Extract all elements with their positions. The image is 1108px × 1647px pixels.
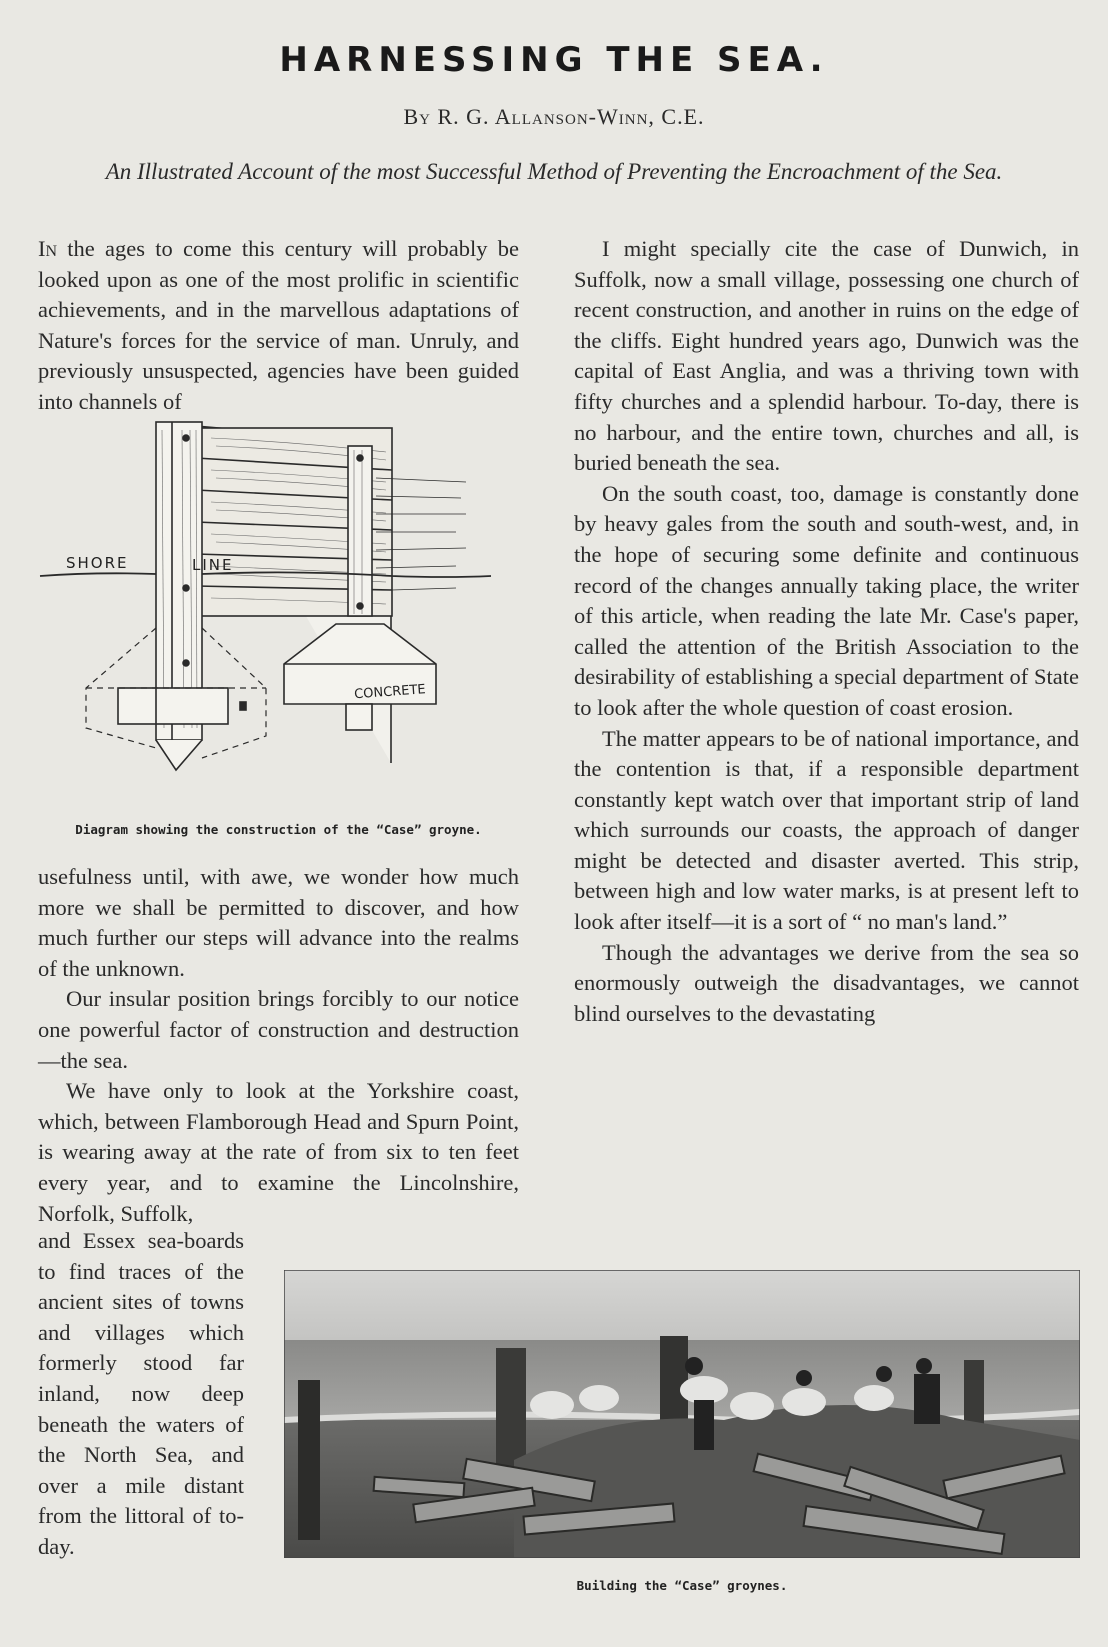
- right-paragraph-1: I might specially cite the case of Dunwich, in Suffolk, now a small village, possessing one church of recent construction, and another in ruins on the edge of the cliffs. Eight hundred years ago, Dunwich was the capital of East Anglia, and was a thriving town with fifty churches and a splendid harbour. To-day, there is no harbour, and the entire town, churches and all, is buried beneath the sea.: [574, 236, 1079, 476]
- left-column-top: [38, 234, 519, 418]
- left-paragraph-1-continued: usefulness until, with awe, we wonder how much more we shall be permitted to discover, and how much further our steps will advance into the realms of the unknown.: [38, 864, 519, 981]
- diagram-label-shore: SHORE: [66, 554, 129, 572]
- left-column-narrow: [38, 1226, 244, 1563]
- right-paragraph-2: On the south coast, too, damage is constantly done by heavy gales from the south and south-west, and, in the hope of securing some definite and continuous record of the changes annually taking place, the writer of this article, when reading the late Mr. Case's paper, called the attention of the British Association to the desirability of establishing a special department of State to look after the whole question of coast erosion.: [574, 480, 1079, 720]
- photo-caption: Building the “Case” groynes.: [576, 1578, 788, 1593]
- diagram-label-concrete: CONCRETE: [353, 682, 427, 703]
- right-column: [574, 234, 1079, 1029]
- groyne-diagram: [36, 418, 518, 776]
- diagram-label-line: LINE: [192, 556, 234, 574]
- article-subtitle: An Illustrated Account of the most Successful Method of Preventing the Encroachment of the Sea.: [105, 159, 1003, 184]
- left-paragraph-1-text: the ages to come this century will probably be looked upon as one of the most prolific in scientific achievements, and in the marvellous adaptations of Nature's forces for the service of man. Unruly, and previously unsuspected, agencies have been guided into channels of: [38, 236, 519, 414]
- diagram-caption: Diagram showing the construction of the “Case” groyne.: [75, 822, 482, 837]
- right-paragraph-3: The matter appears to be of national importance, and the contention is that, if a responsible department constantly kept watch over that important strip of land which surrounds our coasts, the approach of danger might be detected and disaster averted. This strip, between high and low water marks, is at present left to look after itself—it is a sort of “ no man's land.”: [574, 725, 1079, 935]
- left-paragraph-1: [38, 234, 519, 418]
- article-byline: By R. G. Allanson-Winn, C.E.: [403, 104, 705, 129]
- left-paragraph-3-narrow: and Essex sea-boards to find traces of the ancient sites of towns and villages which formerly stood far inland, now deep beneath the waters of the North Sea, and over a mile distant from the littoral of to-day.: [38, 1228, 244, 1559]
- drop-word: In: [38, 236, 58, 261]
- groynes-photograph: [284, 1270, 1080, 1558]
- left-paragraph-3: We have only to look at the Yorkshire coast, which, between Flamborough Head and Spurn Point, is wearing away at the rate of from six to ten feet every year, and to examine the Lincolnshire, Norfolk, Suffolk,: [38, 1078, 519, 1226]
- article-title: HARNESSING THE SEA.: [279, 40, 829, 80]
- right-paragraph-4: Though the advantages we derive from the sea so enormously outweigh the disadvantages, we cannot blind ourselves to the devastating: [574, 939, 1079, 1026]
- left-paragraph-2: Our insular position brings forcibly to our notice one powerful factor of construction and destruction—the sea.: [38, 986, 519, 1073]
- left-column-middle: [38, 862, 519, 1229]
